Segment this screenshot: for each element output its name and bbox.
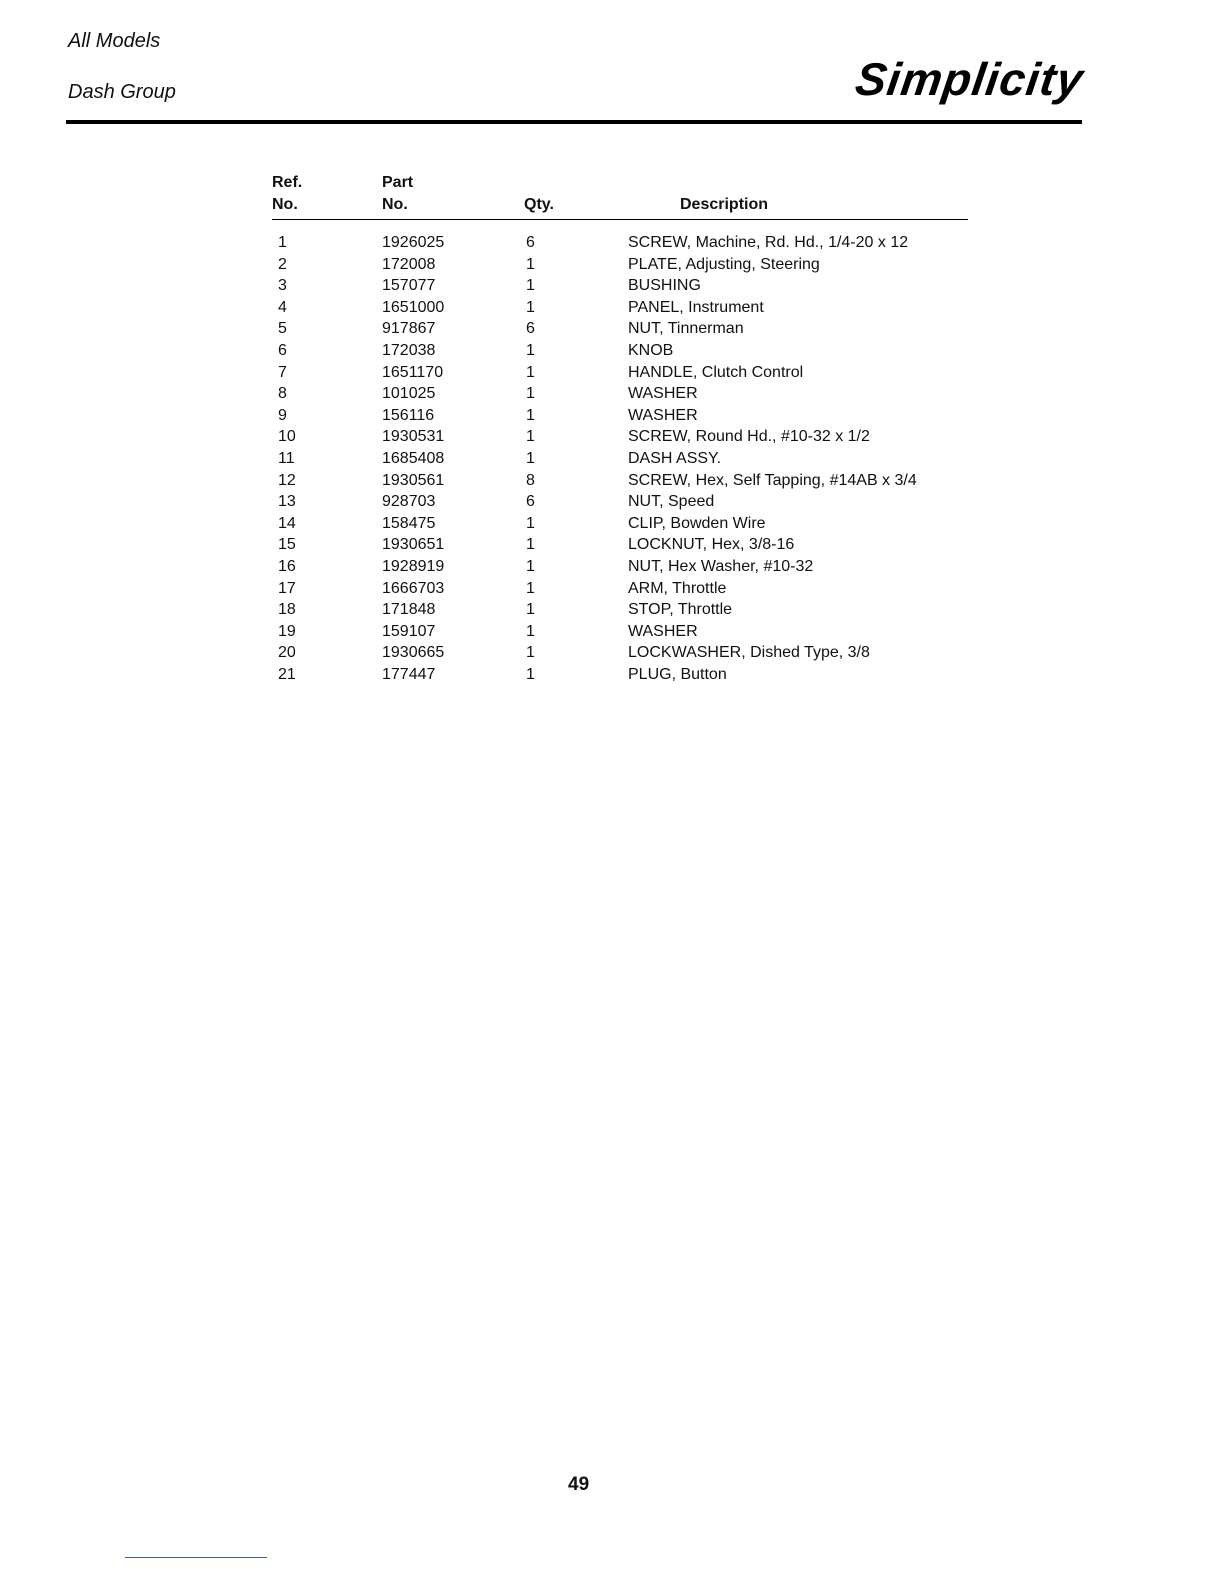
cell-part-number: 917867: [382, 320, 436, 338]
cell-qty: 1: [526, 277, 535, 295]
cell-part-number: 1928919: [382, 557, 445, 575]
cell-ref: 8: [278, 385, 287, 403]
footer-rule: [125, 1557, 267, 1558]
table-row: [272, 599, 968, 621]
cell-part-number: 1930531: [382, 428, 445, 446]
cell-qty: 1: [526, 363, 535, 381]
cell-qty: 6: [526, 320, 535, 338]
cell-description: PLUG, Button: [628, 665, 727, 683]
cell-qty: 1: [526, 341, 535, 359]
cell-description: NUT, Tinnerman: [628, 320, 744, 338]
cell-qty: 1: [526, 579, 535, 597]
col-description-header: Description: [628, 172, 968, 220]
cell-qty: 1: [526, 601, 535, 619]
col-part-header-line1: Part: [382, 174, 414, 191]
header-rule: [66, 120, 1082, 124]
cell-ref: 4: [278, 298, 287, 316]
cell-qty: 6: [526, 234, 535, 251]
cell-description: KNOB: [628, 341, 674, 359]
cell-description: WASHER: [628, 406, 698, 424]
cell-part-number: 172008: [382, 255, 436, 273]
table-row: [272, 362, 968, 384]
header-group-title: Dash Group: [68, 81, 176, 103]
cell-ref: 20: [278, 644, 296, 662]
cell-qty: 1: [526, 622, 535, 640]
cell-description: WASHER: [628, 622, 698, 640]
cell-description: NUT, Hex Washer, #10-32: [628, 557, 814, 575]
table-row: [272, 426, 968, 448]
col-ref-header-line2: No.: [272, 196, 298, 213]
col-ref-header: [272, 172, 382, 220]
cell-part-number: 156116: [382, 406, 435, 424]
cell-description: SCREW, Machine, Rd. Hd., 1/4-20 x 12: [628, 234, 909, 251]
cell-description: HANDLE, Clutch Control: [628, 363, 804, 381]
col-qty-header: Qty.: [524, 172, 628, 220]
cell-ref: 17: [278, 579, 296, 597]
table-row: [272, 578, 968, 600]
cell-part-number: 171848: [382, 601, 436, 619]
cell-part-number: 928703: [382, 493, 436, 511]
cell-description: PANEL, Instrument: [628, 298, 764, 316]
page-number: 49: [568, 1474, 590, 1495]
cell-ref: 9: [278, 406, 287, 424]
cell-part-number: 1666703: [382, 579, 445, 597]
cell-description: WASHER: [628, 385, 698, 403]
table-row: [272, 621, 968, 643]
cell-description: NUT, Speed: [628, 493, 715, 511]
cell-ref: 10: [278, 428, 296, 446]
cell-part-number: 172038: [382, 341, 436, 359]
cell-part-number: 1930665: [382, 644, 445, 662]
cell-ref: 16: [278, 557, 296, 575]
cell-qty: 1: [526, 557, 535, 575]
cell-part-number: 1930561: [382, 471, 445, 489]
cell-qty: 1: [526, 536, 535, 554]
cell-part-number: 1651000: [382, 298, 445, 316]
table-row: [272, 642, 968, 664]
cell-ref: 19: [278, 622, 296, 640]
table-row: [272, 470, 968, 492]
cell-ref: 12: [278, 471, 296, 489]
cell-description: PLATE, Adjusting, Steering: [628, 255, 820, 273]
table-row: [272, 448, 968, 470]
col-part-header: [382, 172, 524, 220]
table-row: [272, 340, 968, 362]
cell-part-number: 1930651: [382, 536, 445, 554]
cell-ref: 21: [278, 665, 296, 683]
cell-qty: 1: [526, 385, 535, 403]
cell-part-number: 157077: [382, 277, 436, 295]
parts-table-body: [272, 220, 968, 686]
header-models: All Models: [68, 30, 161, 52]
cell-part-number: 1685408: [382, 449, 445, 467]
parts-table: [272, 172, 968, 685]
cell-qty: 1: [526, 665, 535, 683]
cell-ref: 2: [278, 255, 287, 273]
cell-description: LOCKWASHER, Dished Type, 3/8: [628, 644, 870, 662]
cell-description: SCREW, Hex, Self Tapping, #14AB x 3/4: [628, 471, 917, 489]
brand-logo: Simplicity: [852, 53, 1087, 105]
cell-description: LOCKNUT, Hex, 3/8-16: [628, 536, 795, 554]
cell-ref: 18: [278, 601, 296, 619]
cell-ref: 1: [278, 234, 287, 251]
cell-description: CLIP, Bowden Wire: [628, 514, 766, 532]
cell-part-number: 158475: [382, 514, 436, 532]
cell-qty: 8: [526, 471, 535, 489]
cell-description: DASH ASSY.: [628, 449, 722, 467]
cell-ref: 7: [278, 363, 287, 381]
cell-description: ARM, Throttle: [628, 579, 727, 597]
table-row: [272, 491, 968, 513]
table-row: [272, 254, 968, 276]
cell-ref: 3: [278, 277, 287, 295]
table-row: [272, 513, 968, 535]
cell-qty: 1: [526, 449, 535, 467]
cell-ref: 13: [278, 493, 296, 511]
cell-qty: 1: [526, 255, 535, 273]
table-row: [272, 318, 968, 340]
table-header-row: [272, 172, 968, 220]
cell-ref: 15: [278, 536, 296, 554]
cell-qty: 1: [526, 514, 535, 532]
cell-ref: 5: [278, 320, 287, 338]
table-row: [272, 556, 968, 578]
cell-part-number: 1926025: [382, 234, 445, 251]
col-ref-header-line1: Ref.: [272, 174, 303, 191]
table-row: [272, 232, 968, 254]
cell-qty: 1: [526, 428, 535, 446]
cell-part-number: 177447: [382, 665, 436, 683]
cell-part-number: 101025: [382, 385, 436, 403]
cell-qty: 1: [526, 644, 535, 662]
cell-part-number: 1651170: [382, 363, 444, 381]
cell-ref: 11: [278, 449, 295, 467]
cell-description: STOP, Throttle: [628, 601, 733, 619]
table-row: [272, 297, 968, 319]
cell-part-number: 159107: [382, 622, 436, 640]
cell-qty: 6: [526, 493, 535, 511]
col-part-header-line2: No.: [382, 196, 408, 213]
cell-ref: 14: [278, 514, 296, 532]
cell-qty: 1: [526, 406, 535, 424]
table-row: [272, 275, 968, 297]
cell-qty: 1: [526, 298, 535, 316]
table-spacer: [272, 220, 968, 233]
cell-ref: 6: [278, 341, 287, 359]
table-row: [272, 664, 968, 686]
table-row: [272, 534, 968, 556]
cell-description: SCREW, Round Hd., #10-32 x 1/2: [628, 428, 870, 446]
cell-description: BUSHING: [628, 277, 701, 295]
table-row: [272, 383, 968, 405]
table-row: [272, 405, 968, 427]
